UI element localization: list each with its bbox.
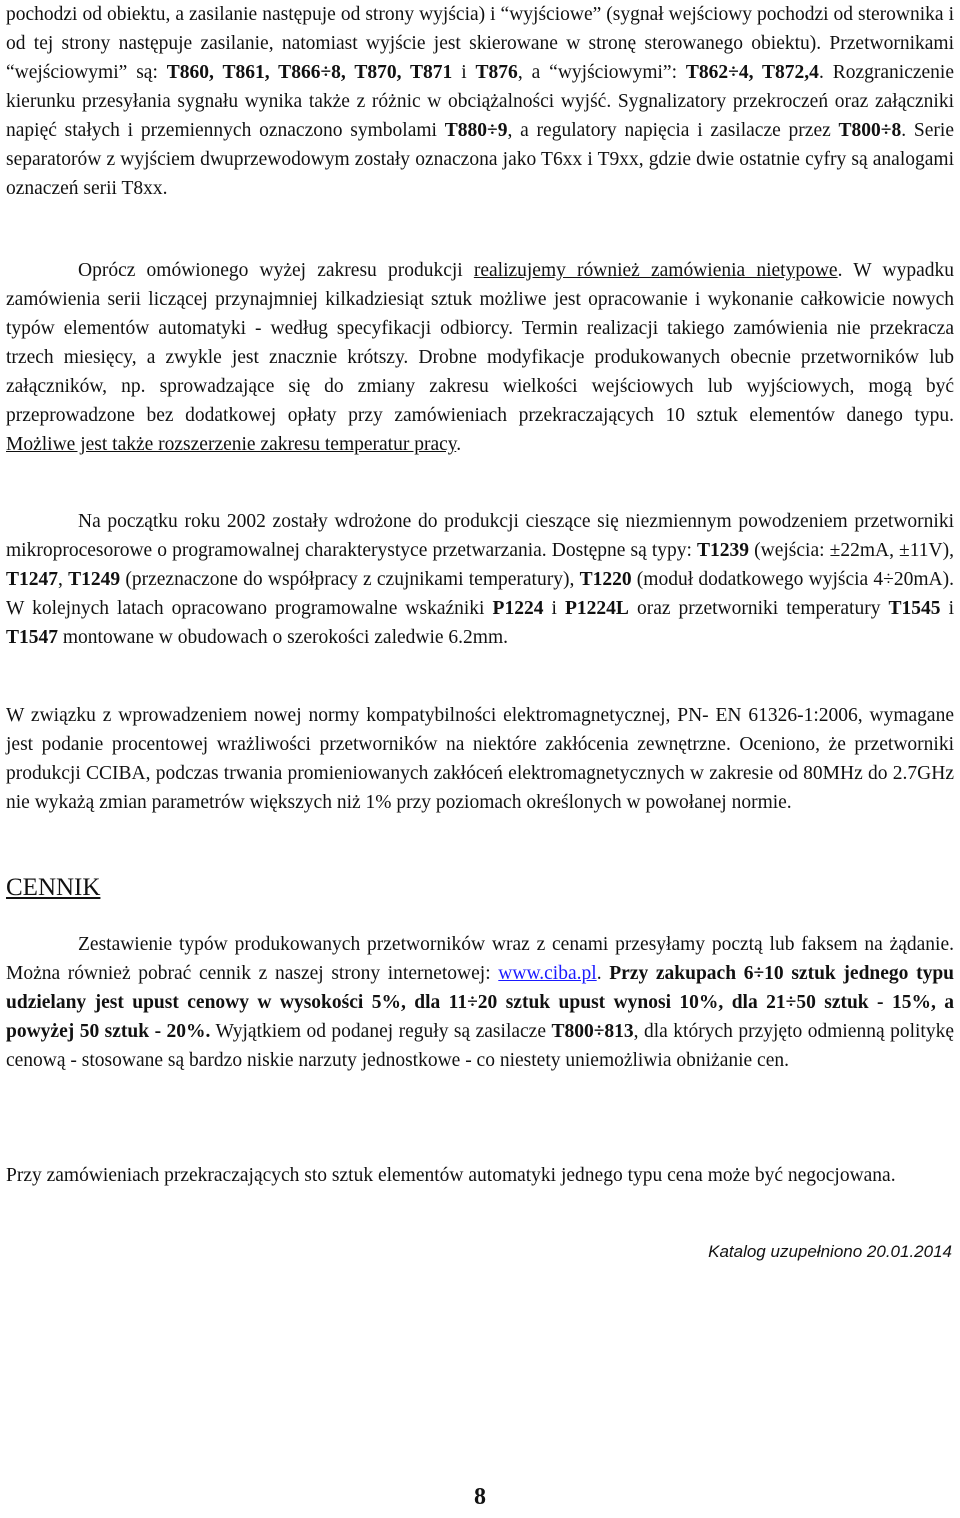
text-run: .	[596, 963, 610, 984]
bold-text: T800÷8	[838, 120, 902, 141]
paragraph-negotiation: Przy zamówieniach przekraczających sto sztuk elementów automatyki jednego typu cena może być negocjowana.	[6, 1165, 896, 1186]
bold-text: T1547	[6, 627, 59, 648]
text-run: i	[940, 598, 954, 619]
bold-text: T1545	[888, 598, 941, 619]
text-run: , a “wyjściowymi”:	[517, 62, 686, 83]
paragraph-emc: W związku z wprowadzeniem nowej normy kompatybilności elektromagnetycznej, PN- EN 61326-1:2006, wymagane jest podanie procentowej wrażliwości przetworników na niektóre zakłócenia zewnętrzne. Oceniono, że przetworniki produkcji CCIBA, podczas trwania promieniowanych zakłóceń elektromagnetycznych w zakresie od 80MHz do 2.7GHz nie wykażą zmian parametrów większych niż 1% przy poziomach określonych w powołanej normie.	[6, 705, 954, 813]
text-run: ,	[58, 569, 69, 590]
text-run: Zestawienie typów produkowanych przetworników wraz z cenami przesyłamy pocztą lub faksem na żądanie. Można również pobrać cennik z naszej strony internetowej:	[6, 934, 954, 984]
section-heading-cennik: CENNIK	[6, 874, 101, 901]
text-run: (moduł dodatkowego wyjścia 4÷20mA). W kolejnych latach opracowano programowalne wskaźniki	[6, 569, 955, 619]
text-run: Na początku roku 2002 zostały wdrożone do produkcji cieszące się niezmiennym powodzeniem przetworniki mikroprocesorowe o programowalnej charakterystyce przetwarzania. Dostępne są typy:	[6, 511, 954, 561]
paragraph-2002	[6, 507, 954, 652]
text-run: Oprócz omówionego wyżej zakresu produkcji	[78, 260, 474, 281]
bold-text: T1247	[6, 569, 59, 590]
paragraph-custom-orders	[6, 256, 954, 459]
bold-text: Przy zakupach 6÷10 sztuk jednego typu udzielany jest upust cenowy w wysokości 5%, dla 11÷20 sztuk upust wynosi 10%, dla 21÷50 sztuk - 15%, a powyżej 50 sztuk - 20%.	[6, 963, 955, 1042]
bold-text: T876	[475, 62, 518, 83]
bold-text: T860, T861, T866÷8, T870, T871	[166, 62, 453, 83]
text-run: (przeznaczone do współpracy z czujnikami temperatury),	[120, 569, 580, 590]
text-run: pochodzi od obiektu, a zasilanie następuje od strony wyjścia) i “wyjściowe” (sygnał wejściowy pochodzi od sterownika i od tej strony następuje zasilanie, natomiast wyjście jest skierowane w stronę sterowanego obiektu). Przetwornikami “wejściowymi” są:	[6, 4, 954, 83]
website-link[interactable]: www.ciba.pl	[498, 963, 597, 984]
bold-text: T1220	[579, 569, 632, 590]
text-run: . Serie separatorów z wyjściem dwuprzewodowym zostały oznaczona jako T6xx i T9xx, gdzie dwie ostatnie cyfry są analogami oznaczeń serii T8xx.	[6, 120, 954, 199]
text-run: Wyjątkiem od podanej reguły są zasilacze	[210, 1021, 552, 1042]
bold-text: T1239	[697, 540, 750, 561]
paragraph-intro	[6, 0, 954, 203]
text-run: (wejścia: ±22mA, ±11V),	[749, 540, 954, 561]
page-number: 8	[474, 1484, 486, 1510]
text-run: i	[452, 62, 476, 83]
text-run: , dla których przyjęto odmienną politykę cenową - stosowane są bardzo niskie narzuty jednostkowe - co niestety uniemożliwia obniżanie cen.	[6, 1021, 954, 1071]
bold-text: T862÷4, T872,4	[685, 62, 819, 83]
catalog-update-note: Katalog uzupełniono 20.01.2014	[708, 1242, 952, 1261]
text-run: , a regulatory napięcia i zasilacze przez	[507, 120, 839, 141]
bold-text: P1224	[492, 598, 544, 619]
paragraph-pricing	[6, 930, 954, 1075]
bold-text: T1249	[68, 569, 121, 590]
bold-text: P1224L	[564, 598, 629, 619]
text-run: . W wypadku zamówienia serii liczącej przynajmniej kilkadziesiąt sztuk możliwe jest opracowanie i wykonanie całkowicie nowych typów elementów automatyki - według specyfikacji odbiorcy. Termin realizacji takiego zamówienia nie przekracza trzech miesięcy, a zwykle jest znacznie krótszy. Drobne modyfikacje produkowanych obecnie przetworników lub załączników, np. sprowadzające się do zmiany zakresu wielkości wejściowych lub wyjściowych, mogą być przeprowadzone bez dodatkowej opłaty przy zamówieniach przekraczających 10 sztuk elementów danego typu.	[6, 260, 954, 426]
text-run: oraz przetworniki temperatury	[628, 598, 889, 619]
underlined-text: realizujemy również zamówienia nietypowe	[473, 260, 838, 281]
underlined-text: Możliwe jest także rozszerzenie zakresu temperatur pracy	[6, 434, 457, 455]
bold-text: T880÷9	[444, 120, 508, 141]
bold-text: T800÷813	[551, 1021, 634, 1042]
text-run: montowane w obudowach o szerokości zaledwie 6.2mm.	[58, 627, 509, 648]
text-run: .	[456, 434, 462, 455]
text-run: i	[543, 598, 565, 619]
text-run: . Rozgraniczenie kierunku przesyłania sygnału wynika także z różnic w obciążalności wyjść. Sygnalizatory przekroczeń oraz załączniki napięć stałych i przemiennych oznaczono symbolami	[6, 62, 954, 141]
